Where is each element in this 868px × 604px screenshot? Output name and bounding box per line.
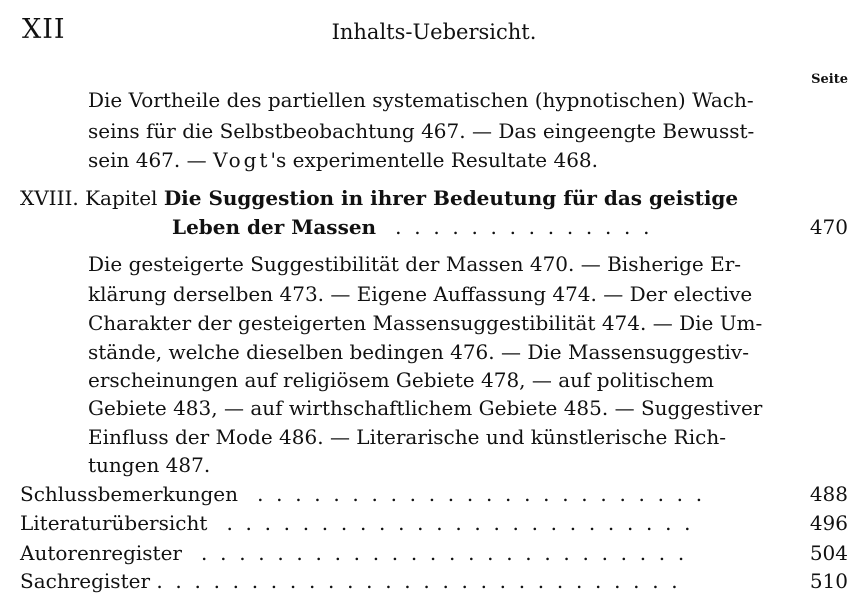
chapter-title-line1: Die Suggestion in ihrer Bedeutung für das geistige [163, 186, 739, 210]
leader-dots: . . . . . . . . . . . . . . . . . . . . . . . . . . . . [156, 569, 678, 593]
chapter-summary-line: Charakter der gesteigerten Massensuggestibilität 474. — Die Um- [88, 311, 763, 335]
summary-line-text: sein 467. — Vogt's experimentelle Resultate 468. [88, 148, 599, 172]
toc-entry-page: 496 [809, 511, 848, 535]
running-head: Inhalts-Uebersicht. [331, 20, 537, 44]
leader-dots: . . . . . . . . . . . . . . [382, 215, 650, 239]
chapter-summary-line: stände, welche dieselben bedingen 476. — Die Massensuggestiv- [88, 340, 749, 364]
toc-entry-schlussbemerkungen [20, 482, 702, 506]
toc-entry-page: 510 [809, 569, 848, 593]
author-name-spaced: Vogt [212, 148, 271, 172]
chapter-summary-line: erscheinungen auf religiösem Gebiete 478, — auf politischem [88, 368, 715, 392]
leader-dots: . . . . . . . . . . . . . . . . . . . . . . . . . [213, 511, 691, 535]
toc-entry-literaturuebersicht [20, 511, 691, 535]
chapter-heading [20, 186, 738, 210]
toc-entry-page: 488 [809, 482, 848, 506]
toc-entry-label: Autorenregister [20, 541, 182, 565]
toc-entry-autorenregister [20, 541, 684, 565]
toc-entry-page: 504 [809, 541, 848, 565]
summary-line [88, 148, 598, 172]
toc-entry-sachregister [20, 569, 678, 593]
chapter-kapitel-label: Kapitel [85, 186, 158, 210]
chapter-page: 470 [809, 215, 848, 239]
summary-line-text: Die Vortheile des partiellen systematischen (hypnotischen) Wach- [88, 88, 754, 112]
chapter-summary-line: klärung derselben 473. — Eigene Auffassung 474. — Der elective [88, 282, 753, 306]
chapter-summary-line: Einfluss der Mode 486. — Literarische und künstlerische Rich- [88, 425, 726, 449]
chapter-summary-line: Die gesteigerte Suggestibilität der Massen 470. — Bisherige Er- [88, 252, 742, 276]
toc-entry-label: Sachregister [20, 569, 150, 593]
chapter-title-continued [172, 215, 649, 239]
summary-line: seins für die Selbstbeobachtung 467. — Das eingeengte Bewusst- [88, 119, 755, 143]
column-heading-seite: Seite [811, 72, 848, 87]
chapter-title-line2: Leben der Massen [172, 215, 377, 239]
chapter-summary-line: tungen 487. [88, 453, 211, 477]
toc-entry-label: Literaturübersicht [20, 511, 208, 535]
toc-entry-label: Schlussbemerkungen [20, 482, 238, 506]
chapter-summary-line: Gebiete 483, — auf wirthschaftlichem Gebiete 485. — Suggestiver [88, 396, 763, 420]
summary-line [88, 88, 824, 112]
chapter-number: XVIII. [20, 186, 79, 210]
leader-dots: . . . . . . . . . . . . . . . . . . . . . . . . . . [188, 541, 685, 565]
page-number: XII [22, 14, 66, 45]
leader-dots: . . . . . . . . . . . . . . . . . . . . . . . . [244, 482, 703, 506]
